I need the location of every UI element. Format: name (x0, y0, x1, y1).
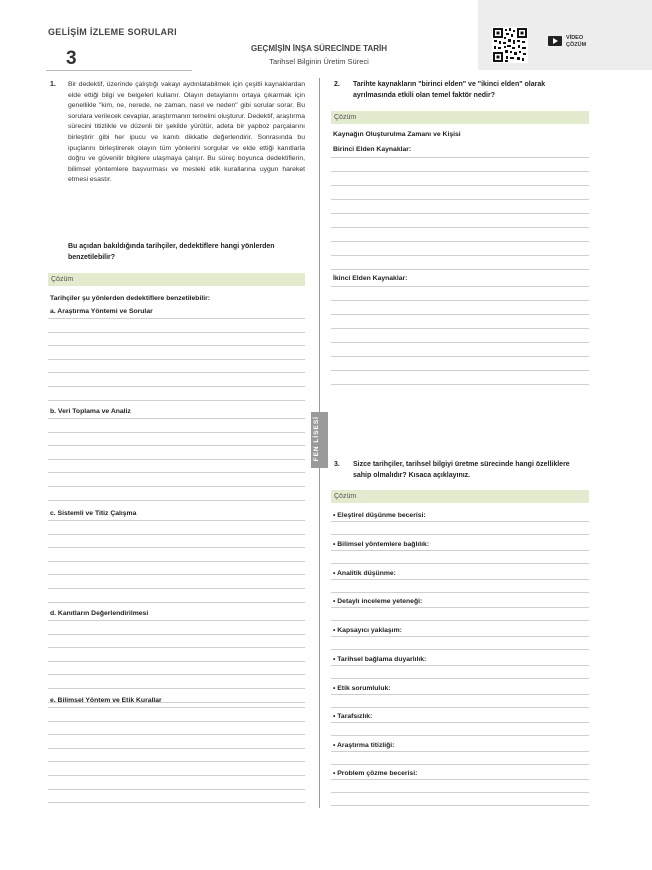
q3-item-9: • Araştırma titizliği: (333, 742, 395, 749)
second-hand-label: İkinci Elden Kaynaklar: (333, 275, 408, 282)
q3-item-4-lines[interactable] (331, 607, 589, 621)
q3-item-5-lines[interactable] (331, 636, 589, 650)
header-divider (46, 70, 192, 71)
question-3-prompt: Sizce tarihçiler, tarihsel bilgiyi üretme sürecinde hangi özelliklere sahip olmalıdır? Kısaca açıklayınız. (353, 461, 570, 479)
chapter-title: GEÇMİŞİN İNŞA SÜRECİNDE TARİH (250, 44, 387, 53)
question-2-cozum-bar: Çözüm (331, 111, 589, 124)
q3-item-10-lines[interactable] (331, 779, 589, 806)
section-a-label: a. Araştırma Yöntemi ve Sorular (50, 308, 153, 315)
video-label[interactable] (566, 35, 586, 49)
q3-item-9-lines[interactable] (331, 751, 589, 765)
section-c-lines[interactable] (48, 520, 305, 603)
q3-item-2: • Bilimsel yöntemlere bağlılık: (333, 541, 430, 548)
video-play-icon[interactable] (548, 36, 562, 46)
question-1-number: 1. (50, 81, 56, 88)
q3-item-1: • Eleştirel düşünme becerisi: (333, 512, 426, 519)
question-1-cozum-bar: Çözüm (48, 273, 305, 286)
q3-item-7-lines[interactable] (331, 694, 589, 708)
question-2-heading: Kaynağın Oluşturulma Zamanı ve Kişisi (333, 131, 461, 138)
first-hand-lines[interactable] (331, 157, 589, 270)
question-3-number: 3. (334, 461, 340, 468)
q3-item-3: • Analitik düşünme: (333, 570, 396, 577)
q3-item-3-lines[interactable] (331, 579, 589, 593)
qr-code-icon[interactable] (492, 27, 528, 63)
q3-item-4: • Detaylı inceleme yeteneği: (333, 598, 423, 605)
video-label-line1: VİDEO (566, 35, 584, 41)
first-hand-label: Birinci Elden Kaynaklar: (333, 146, 412, 153)
q3-item-2-lines[interactable] (331, 550, 589, 564)
q3-item-5: • Kapsayıcı yaklaşım: (333, 627, 402, 634)
question-2-number: 2. (334, 81, 340, 88)
question-3-cozum-bar: Çözüm (331, 490, 589, 503)
question-1-paragraph: Bir dedektif, üzerinde çalıştığı vakayı aydınlatabilmek için çeşitli kaynaklardan elde ettiği bilgi ve belgeleri kullanır. Olayın detaylarını ortaya çıkarmak için genellikle "kim, ne, nerede, ne zaman, nasıl ve neden" gibi sorular sorar. Bu sorulara verilecek cevaplar, araştırmanın temelini oluşturur. Dedektif, araştırma sürecini titizlikle ve düzenli bir şekilde yürütür, adeta bir yapboz parçalarını birleştirir gibi her ipucu ve kanıtı dikkatle değerlendirir. Sonrasında bu ipuçlarını birleştirerek olayın tüm yönlerini sorgular ve elde ettiği kanıtlarla doğru ve güvenilir bilgilere ulaşmaya çalışır. Bu süreç boyunca dedektiflerin, bilimsel yöntemlere başvurması ve mesleki etik kurallarına uygun hareket etmesi esastır. (68, 81, 305, 184)
section-d-label: d. Kanıtların Değerlendirilmesi (50, 610, 149, 617)
question-1-intro: Tarihçiler şu yönlerden dedektiflere benzetilebilir: (50, 295, 211, 302)
section-a-lines[interactable] (48, 318, 305, 401)
q3-item-7: • Etik sorumluluk: (333, 685, 391, 692)
section-b-lines[interactable] (48, 418, 305, 501)
section-e-label: e. Bilimsel Yöntem ve Etik Kurallar (50, 697, 162, 704)
q3-item-6-lines[interactable] (331, 665, 589, 679)
video-label-line2: ÇÖZÜM (566, 42, 587, 48)
section-b-label: b. Veri Toplama ve Analiz (50, 408, 131, 415)
page-number: 3 (66, 48, 77, 69)
side-tab-label: FEN LİSESİ (313, 416, 320, 462)
q3-item-6: • Tarihsel bağlama duyarlılık: (333, 656, 427, 663)
section-c-label: c. Sistemli ve Titiz Çalışma (50, 510, 137, 517)
q3-item-8-lines[interactable] (331, 722, 589, 736)
side-tab (311, 412, 328, 468)
second-hand-lines[interactable] (331, 286, 589, 385)
question-2-prompt: Tarihte kaynakların "birinci elden" ve "ikinci elden" olarak ayrılmasında etkili olan temel faktör nedir? (353, 81, 546, 99)
q3-item-8: • Tarafsızlık: (333, 713, 373, 720)
section-d-lines[interactable] (48, 620, 305, 703)
q3-item-1-lines[interactable] (331, 521, 589, 535)
q3-item-10: • Problem çözme becerisi: (333, 770, 418, 777)
chapter-subtitle: Tarihsel Bilginin Üretim Süreci (269, 57, 369, 66)
section-e-lines[interactable] (48, 707, 305, 803)
question-1-prompt: Bu açıdan bakıldığında tarihçiler, dedektiflere hangi yönlerden benzetilebilir? (68, 243, 275, 261)
series-title: GELİŞİM İZLEME SORULARI (48, 27, 177, 37)
